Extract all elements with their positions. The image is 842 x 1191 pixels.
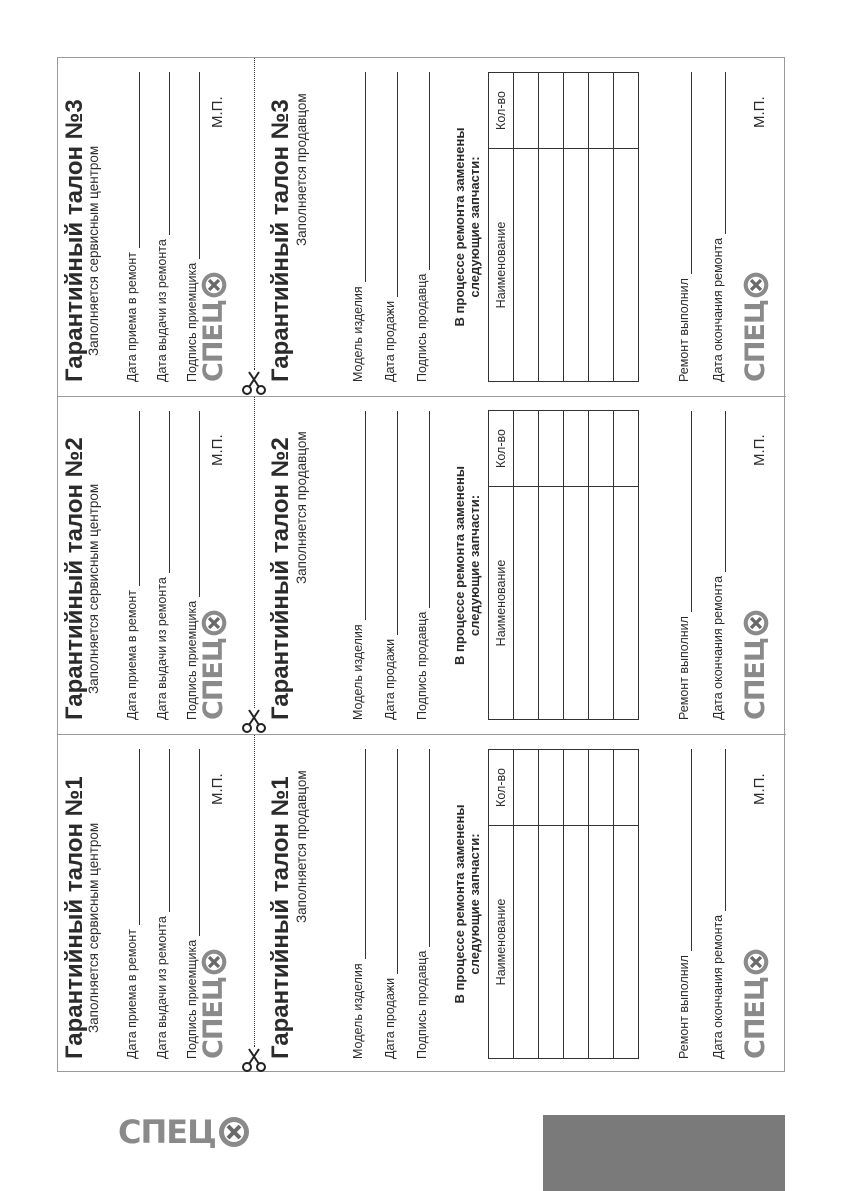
field-label: Подпись приемщика [185,600,199,720]
field-label: Модель изделия [351,286,365,382]
dotted-cut-line [254,58,255,370]
part-name-cell[interactable] [539,826,564,1059]
field-line[interactable] [127,72,140,248]
repair-field[interactable] [708,411,726,720]
part-name-cell[interactable] [514,826,539,1059]
part-qty-cell[interactable] [614,750,639,826]
table-row [514,73,539,382]
part-name-cell[interactable] [589,826,614,1059]
dotted-cut-line [254,735,255,1047]
field-line[interactable] [679,411,692,612]
part-name-cell[interactable] [564,149,589,382]
col-qty-header: Кол-во [489,750,514,826]
corner-grey-block [543,1115,785,1191]
repair-field[interactable] [674,411,692,720]
stamp-place-label: М.П. [209,96,226,128]
part-name-cell[interactable] [614,487,639,720]
logo-emblem-icon [742,948,770,976]
logo-emblem-icon [200,609,228,637]
field-line[interactable] [187,72,200,259]
field-label: Подпись приемщика [185,939,199,1059]
field-label: Дата продажи [383,638,397,720]
table-row [589,73,614,382]
replaced-parts-subheading: следующие запчасти: [467,156,482,298]
cut-line [242,397,266,734]
part-qty-cell[interactable] [614,411,639,487]
logo-emblem-icon [742,271,770,299]
service-field[interactable] [122,749,140,1059]
field-label: Дата приема в ремонт [125,589,139,720]
service-coupon-subtitle: Заполняется сервисным центром [86,145,101,356]
service-coupon-title: Гарантийный талон №2 [61,437,88,720]
parts-table [488,72,639,382]
repair-field[interactable] [674,72,692,382]
field-line[interactable] [713,72,726,234]
part-qty-cell[interactable] [589,411,614,487]
parts-table [488,749,639,1059]
part-name-cell[interactable] [564,826,589,1059]
part-name-cell[interactable] [564,487,589,720]
brand-logo [742,271,770,382]
part-name-cell[interactable] [589,487,614,720]
seller-field[interactable] [380,411,398,720]
field-label: Дата продажи [383,977,397,1059]
table-header-row [489,411,514,720]
col-qty-header: Кол-во [489,73,514,149]
service-coupon-subtitle: Заполняется сервисным центром [86,483,101,694]
table-row [539,73,564,382]
part-qty-cell[interactable] [514,750,539,826]
field-label: Модель изделия [351,963,365,1059]
field-line[interactable] [353,749,366,959]
col-name-header: Наименование [489,149,514,382]
part-name-cell[interactable] [514,487,539,720]
parts-table [488,410,639,720]
seller-field[interactable] [412,749,430,1059]
field-label: Дата приема в ремонт [125,928,139,1059]
service-field[interactable] [152,72,170,382]
stamp-place-label: М.П. [209,434,226,466]
repair-field[interactable] [708,72,726,382]
field-label: Ремонт выполнил [677,278,691,382]
stamp-place-label: М.П. [751,434,768,466]
part-qty-cell[interactable] [564,73,589,149]
seller-coupon-subtitle: Заполняется продавцом [294,93,309,246]
part-qty-cell[interactable] [539,750,564,826]
table-row [589,411,614,720]
table-row [589,750,614,1059]
table-row [539,411,564,720]
field-line[interactable] [353,411,366,620]
table-row [614,750,639,1059]
stamp-place-label: М.П. [751,96,768,128]
seller-field[interactable] [380,749,398,1059]
service-field[interactable] [152,411,170,720]
field-line[interactable] [353,72,366,282]
scissors-icon [242,708,266,734]
field-line[interactable] [713,411,726,572]
field-label: Дата продажи [383,300,397,382]
part-qty-cell[interactable] [589,750,614,826]
table-header-row [489,73,514,382]
field-line[interactable] [713,749,726,911]
table-row [614,73,639,382]
field-line[interactable] [157,411,170,573]
field-label: Ремонт выполнил [677,616,691,720]
part-qty-cell[interactable] [514,411,539,487]
seller-coupon-title: Гарантийный талон №2 [267,437,294,720]
seller-coupon-subtitle: Заполняется продавцом [294,431,309,584]
seller-field[interactable] [348,749,366,1059]
logo-text: СПЕЦ [740,300,771,382]
service-field[interactable] [122,411,140,720]
field-label: Подпись продавца [415,950,429,1059]
field-label: Дата окончания ремонта [711,575,725,720]
logo-emblem-icon [742,609,770,637]
field-label: Дата выдачи из ремонта [155,239,169,382]
field-label: Дата выдачи из ремонта [155,577,169,720]
repair-field[interactable] [674,749,692,1059]
part-qty-cell[interactable] [589,73,614,149]
logo-text: СПЕЦ [198,638,229,720]
part-qty-cell[interactable] [614,73,639,149]
replaced-parts-subheading: следующие запчасти: [467,833,482,975]
page-brand-logo [118,1113,251,1151]
replaced-parts-heading: В процессе ремонта заменены [452,466,467,665]
logo-emblem-icon [200,948,228,976]
replaced-parts-heading: В процессе ремонта заменены [452,804,467,1004]
field-label: Дата окончания ремонта [711,237,725,382]
field-line[interactable] [127,749,140,925]
table-header-row [489,750,514,1059]
field-line[interactable] [187,749,200,936]
brand-logo [200,271,228,382]
field-line[interactable] [187,411,200,597]
field-line[interactable] [157,749,170,912]
field-label: Дата приема в ремонт [125,251,139,382]
service-coupon-title: Гарантийный талон №3 [61,99,88,382]
table-row [564,750,589,1059]
field-line[interactable] [679,749,692,951]
repair-field[interactable] [708,749,726,1059]
seller-field[interactable] [412,72,430,382]
part-qty-cell[interactable] [539,73,564,149]
brand-logo [200,609,228,720]
warranty-sheet [57,57,785,1072]
table-row [539,750,564,1059]
field-line[interactable] [385,72,398,297]
rotated-coupon-strip [58,58,786,1073]
field-line[interactable] [385,749,398,974]
col-name-header: Наименование [489,826,514,1059]
logo-text: СПЕЦ [740,638,771,720]
table-row [514,750,539,1059]
replaced-parts-subheading: следующие запчасти: [467,494,482,637]
scissors-icon [242,370,266,396]
brand-logo [742,948,770,1059]
seller-field[interactable] [412,411,430,720]
scissors-icon [242,1047,266,1073]
field-line[interactable] [679,72,692,274]
logo-emblem-icon [217,1115,251,1149]
brand-logo [200,948,228,1059]
seller-field[interactable] [348,72,366,382]
page-logo-text: СПЕЦ [118,1113,216,1151]
dotted-cut-line [254,397,255,708]
part-name-cell[interactable] [614,149,639,382]
part-qty-cell[interactable] [514,73,539,149]
service-coupon-title: Гарантийный талон №1 [61,776,88,1059]
table-row [564,411,589,720]
service-coupon-subtitle: Заполняется сервисным центром [86,822,101,1033]
part-name-cell[interactable] [614,826,639,1059]
part-qty-cell[interactable] [539,411,564,487]
stamp-place-label: М.П. [751,773,768,805]
coupon-1 [58,735,786,1073]
field-label: Подпись продавца [415,611,429,720]
part-name-cell[interactable] [514,149,539,382]
brand-logo [742,609,770,720]
seller-coupon-title: Гарантийный талон №3 [267,99,294,382]
part-qty-cell[interactable] [564,750,589,826]
cut-line [242,735,266,1073]
coupon-3 [58,58,786,397]
field-line[interactable] [417,72,430,270]
seller-field[interactable] [348,411,366,720]
part-name-cell[interactable] [589,149,614,382]
part-name-cell[interactable] [539,149,564,382]
table-row [614,411,639,720]
service-field[interactable] [152,749,170,1059]
field-label: Модель изделия [351,624,365,720]
col-qty-header: Кол-во [489,411,514,487]
cut-line [242,58,266,396]
table-row [564,73,589,382]
field-line[interactable] [417,749,430,947]
field-line[interactable] [127,411,140,586]
part-qty-cell[interactable] [564,411,589,487]
logo-emblem-icon [200,271,228,299]
field-label: Дата выдачи из ремонта [155,916,169,1059]
stamp-place-label: М.П. [209,773,226,805]
field-label: Дата окончания ремонта [711,914,725,1059]
field-line[interactable] [157,72,170,235]
field-label: Подпись продавца [415,273,429,382]
logo-text: СПЕЦ [740,977,771,1059]
field-line[interactable] [417,411,430,608]
seller-field[interactable] [380,72,398,382]
field-line[interactable] [385,411,398,635]
seller-coupon-subtitle: Заполняется продавцом [294,770,309,923]
field-label: Подпись приемщика [185,262,199,382]
logo-text: СПЕЦ [198,977,229,1059]
replaced-parts-heading: В процессе ремонта заменены [452,127,467,327]
coupon-2 [58,397,786,735]
col-name-header: Наименование [489,487,514,720]
table-row [514,411,539,720]
seller-coupon-title: Гарантийный талон №1 [267,776,294,1059]
field-label: Ремонт выполнил [677,955,691,1059]
service-field[interactable] [122,72,140,382]
logo-text: СПЕЦ [198,300,229,382]
part-name-cell[interactable] [539,487,564,720]
